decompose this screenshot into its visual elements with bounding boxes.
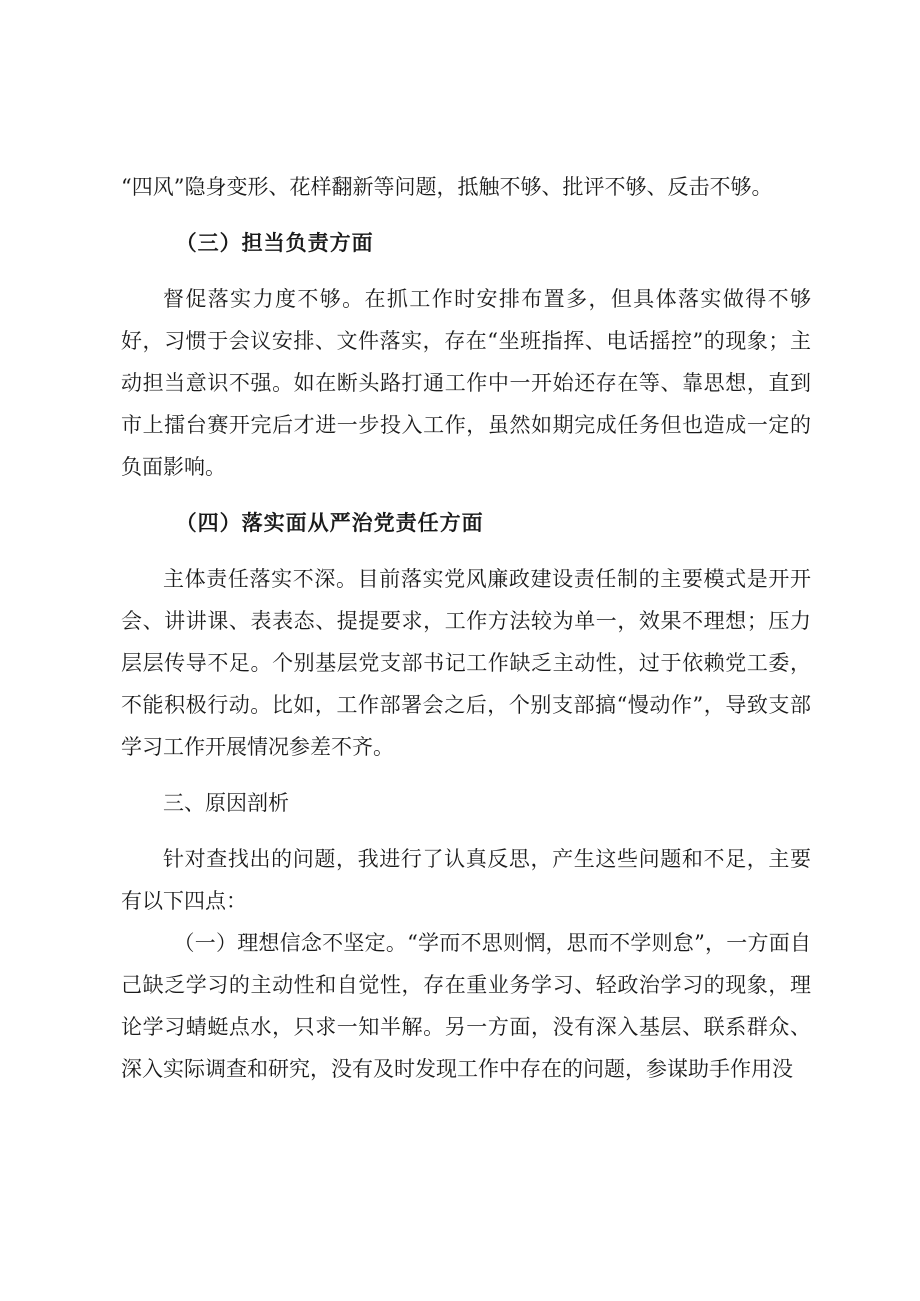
paragraph-reflection: 针对查找出的问题，我进行了认真反思，产生这些问题和不足，主要有以下四点： <box>121 847 811 913</box>
paragraph-ideals-belief: （一）理想信念不坚定。“学而不思则惘，思而不学则怠”，一方面自己缺乏学习的主动性和自觉性，存在重业务学习、轻政治学习的现象，理论学习蜻蜓点水，只求一知半解。另一方面，没有深入基层、联系群众、深入实际调查和研究，没有及时发现工作中存在的问题，参谋助手作用没 <box>121 931 811 1081</box>
paragraph-four-winds: “四风”隐身变形、花样翻新等问题，抵触不够、批评不够、反击不够。 <box>121 175 773 199</box>
paragraph-responsibility: 督促落实力度不够。在抓工作时安排布置多，但具体落实做得不够好，习惯于会议安排、文件落实，存在“坐班指挥、电话摇控”的现象；主动担当意识不强。如在断头路打通工作中一开始还存在等、靠思想，直到市上擂台赛开完后才进一步投入工作，虽然如期完成任务但也造成一定的负面影响。 <box>121 287 811 479</box>
heading-party-governance: （四）落实面从严治党责任方面 <box>175 510 484 535</box>
heading-responsibility: （三）担当负责方面 <box>175 230 374 255</box>
paragraph-party-governance: 主体责任落实不深。目前落实党风廉政建设责任制的主要模式是开开会、讲讲课、表表态、提提要求，工作方法较为单一，效果不理想；压力层层传导不足。个别基层党支部书记工作缺乏主动性，过于依赖党工委，不能积极行动。比如，工作部署会之后，个别支部搞“慢动作”，导致支部学习工作开展情况参差不齐。 <box>121 567 811 759</box>
document-page <box>121 166 811 1090</box>
section-title-cause-analysis: 三、原因剖析 <box>163 791 289 815</box>
